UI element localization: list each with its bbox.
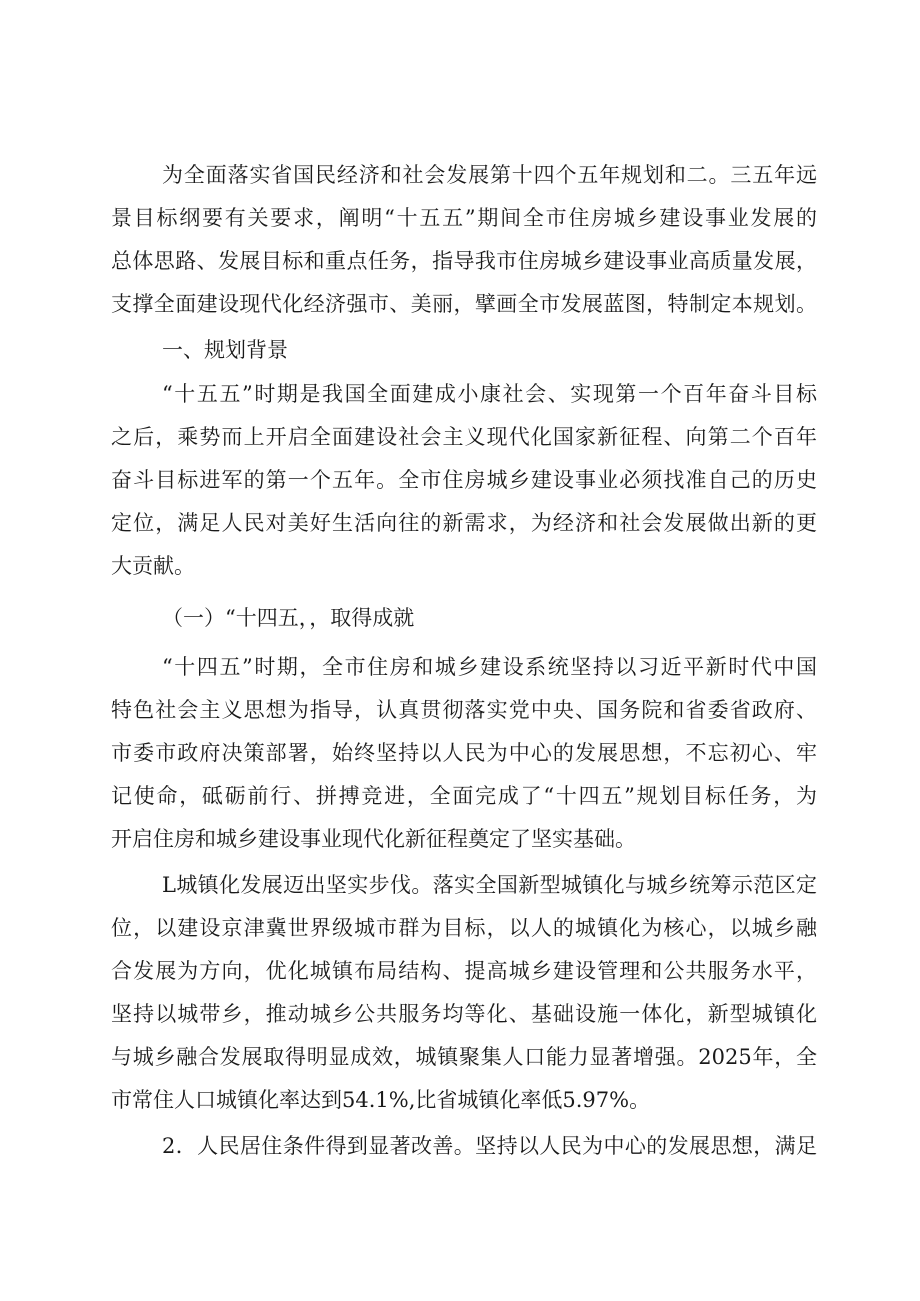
paragraph-intro-line-4: 支撑全面建设现代化经济强市、美丽，擘画全市发展蓝图，特制定本规划。	[111, 292, 817, 316]
paragraph-intro-line-3: 总体思路、发展目标和重点任务，指导我市住房城乡建设事业高质量发展，	[111, 249, 817, 273]
paragraph-background-line-4: 定位，满足人民对美好生活向往的新需求，为经济和社会发展做出新的更	[111, 511, 817, 535]
paragraph-background-line-3: 奋斗目标进军的第一个五年。全市住房城乡建设事业必须找准自己的历史	[111, 468, 817, 492]
paragraph-housing-line-1: 2．人民居住条件得到显著改善。坚持以人民为中心的发展思想，满足	[162, 1134, 817, 1158]
paragraph-intro-line-1: 为全面落实省国民经济和社会发展第十四个五年规划和二。三五年远	[162, 163, 817, 187]
paragraph-achievements-line-3: 市委市政府决策部署，始终坚持以人民为中心的发展思想，不忘初心、牢	[111, 741, 817, 765]
subsection-heading-1: （一）“十四五，，取得成就	[162, 606, 415, 630]
paragraph-urbanization-line-2: 位，以建设京津冀世界级城市群为目标，以人的城镇化为核心，以城乡融	[111, 916, 817, 940]
paragraph-achievements-line-1: “十四五”时期，全市住房和城乡建设系统坚持以习近平新时代中国	[162, 655, 817, 679]
paragraph-urbanization-line-5: 与城乡融合发展取得明显成效，城镇聚集人口能力显著增强。2025年，全	[111, 1045, 817, 1069]
paragraph-intro-line-2: 景目标纲要有关要求，阐明“十五五”期间全市住房城乡建设事业发展的	[111, 206, 817, 230]
paragraph-achievements-line-2: 特色社会主义思想为指导，认真贯彻落实党中央、国务院和省委省政府、	[111, 698, 817, 722]
paragraph-background-line-5: 大贡献。	[111, 554, 195, 578]
paragraph-urbanization-line-4: 坚持以城带乡，推动城乡公共服务均等化、基础设施一体化，新型城镇化	[111, 1002, 817, 1026]
paragraph-achievements-line-4: 记使命，砥砺前行、拼搏竞进，全面完成了“十四五”规划目标任务，为	[111, 784, 817, 808]
paragraph-urbanization-line-1: L城镇化发展迈出坚实步伐。落实全国新型城镇化与城乡统筹示范区定	[162, 873, 817, 897]
paragraph-background-line-2: 之后，乘势而上开启全面建设社会主义现代化国家新征程、向第二个百年	[111, 425, 817, 449]
paragraph-achievements-line-5: 开启住房和城乡建设事业现代化新征程奠定了坚实基础。	[111, 827, 636, 851]
paragraph-background-line-1: “十五五”时期是我国全面建成小康社会、实现第一个百年奋斗目标	[162, 382, 817, 406]
section-heading-1: 一、规划背景	[162, 338, 288, 362]
paragraph-urbanization-line-6: 市常住人口城镇化率达到54.1%,比省城镇化率低5.97%。	[111, 1088, 651, 1112]
paragraph-urbanization-line-3: 合发展为方向，优化城镇布局结构、提高城乡建设管理和公共服务水平，	[111, 959, 817, 983]
